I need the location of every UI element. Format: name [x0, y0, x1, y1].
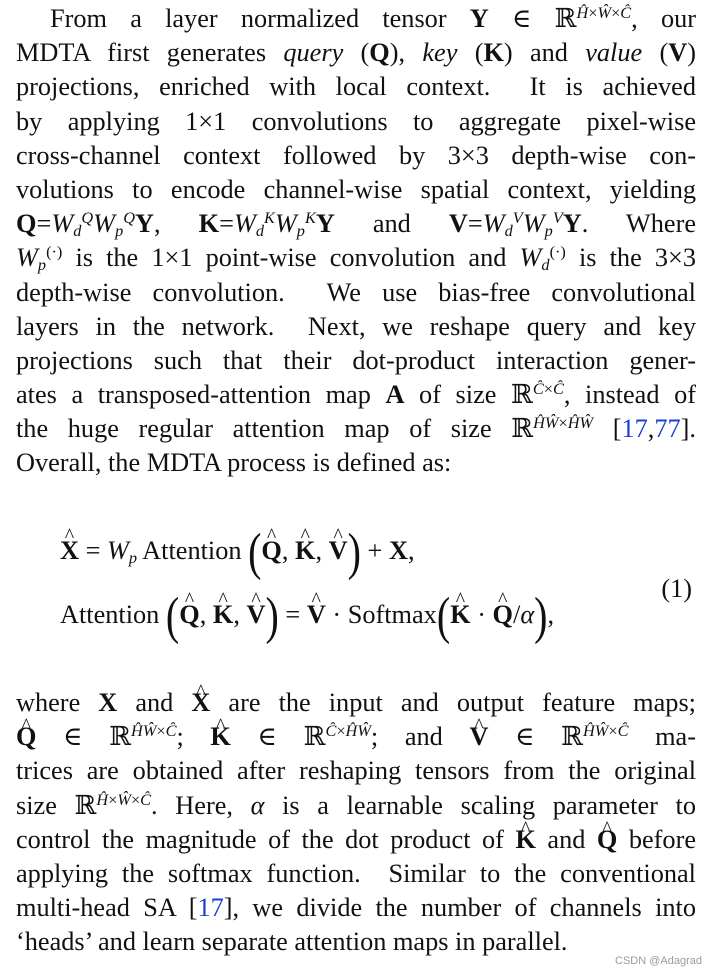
citation-17[interactable]: 17	[621, 414, 648, 444]
equation-line-1: ^ $X = W_p$ Attention (^ Q, ^ K, ^ V) + X,	[60, 528, 415, 575]
p1-line-8: $W_p^{(\cdot)}$ is the 1×1 point-wise convolution and $W_d^{(\cdot)}$ is the 3×3	[16, 242, 696, 275]
paragraph-2	[16, 686, 696, 960]
citation-77[interactable]: 77	[654, 414, 681, 444]
p2-line-1: where X and ^ X are the input and output feature maps;	[16, 686, 696, 720]
p1-line-13: the huge regular attention map of size ℝ$^{ĤŴ\times ĤŴ}$ [17,77].	[16, 413, 696, 444]
p2-line-4: size ℝ$^{Ĥ\times Ŵ\times Ĉ}$. Here, α is a learnable scaling parameter to	[16, 789, 697, 820]
p1-line-4: by applying 1×1 convolutions to aggregate pixel-wise	[16, 106, 696, 136]
p1-line-6: volutions to encode channel-wise spatial context, yielding	[16, 174, 696, 204]
citation-17[interactable]: 17	[197, 893, 224, 923]
p1-line-1: From a layer normalized tensor Y ∈ ℝ$^{Ĥ\times Ŵ\times Ĉ}$, our	[50, 3, 697, 33]
p1-line-9: depth-wise convolution. We use bias-free convolutional	[16, 277, 696, 307]
p1-line-14: Overall, the MDTA process is defined as:	[16, 448, 452, 478]
p1-line-12: ates a transposed-attention map A of size ℝ$^{Ĉ\times Ĉ}$, instead of	[16, 379, 696, 410]
watermark: CSDN @Adagrad	[615, 955, 702, 967]
equation-number: (1)	[661, 574, 692, 603]
paragraph-1	[16, 2, 696, 481]
p2-line-3: trices are obtained after reshaping tensors from the original	[16, 756, 696, 786]
p2-line-6: applying the softmax function. Similar to the conventional	[16, 858, 696, 888]
p2-line-8: ‘heads’ and learn separate attention maps in parallel.	[16, 927, 568, 957]
p1-line-3: projections, enriched with local context. It is achieved	[16, 72, 696, 102]
p1-line-11: projections such that their dot-product interaction gener-	[16, 345, 696, 375]
p1-line-2: MDTA first generates query (Q), key (K) and value (V)	[16, 38, 696, 68]
equation-line-2: Attention (^ Q, ^ K, ^ V) = ^ V · Softmax(^ K · ^ Q/α),	[60, 592, 554, 639]
p2-line-5: control the magnitude of the dot product of ^ K and ^ Q before	[16, 823, 696, 857]
p2-line-2: ^ Q ∈ ℝ$^{ĤŴ\times Ĉ}$; ^ K ∈ ℝ$^{Ĉ\times ĤŴ}$; and ^ V ∈ ℝ$^{ĤŴ\times Ĉ}$ ma-	[16, 720, 696, 754]
p1-line-5: cross-channel context followed by 3×3 depth-wise con-	[16, 140, 696, 170]
p1-line-7: $Q=W_d^QW_p^QY$, $K=W_d^KW_p^KY$ and $V=W_d^VW_p^VY$. Where	[16, 208, 696, 241]
p1-line-10: layers in the network. Next, we reshape query and key	[16, 311, 696, 341]
p2-line-7: multi-head SA [17], we divide the number of channels into	[16, 893, 696, 923]
